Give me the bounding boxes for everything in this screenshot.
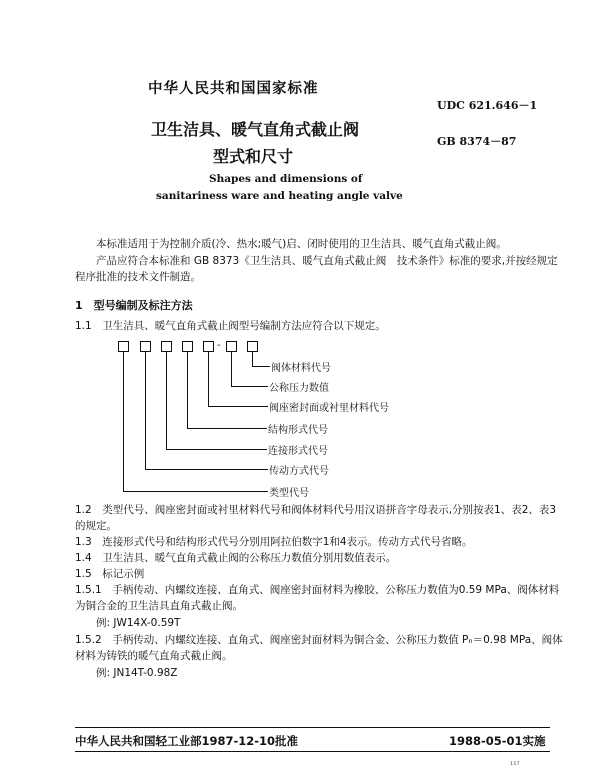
code-box-body xyxy=(247,341,258,352)
page-mark: ₁₁₇ xyxy=(510,758,520,767)
clause-1-5-1-line-2: 为铜合金的卫生洁具直角式截止阀。 xyxy=(75,600,243,612)
footer-rule-bottom xyxy=(75,751,550,752)
label-body-material: 阀体材料代号 xyxy=(271,363,331,374)
title-line-1: 卫生洁具、暖气直角式截止阀 xyxy=(151,120,360,139)
clause-1-5: 1.5 标记示例 xyxy=(75,568,145,580)
label-drive-mode: 传动方式代号 xyxy=(269,466,329,477)
code-box-seal xyxy=(203,341,214,352)
national-standard-heading: 中华人民共和国国家标准 xyxy=(148,81,319,97)
label-nominal-pressure: 公称压力数值 xyxy=(269,383,329,394)
approval-note: 中华人民共和国轻工业部1987-12-10批准 xyxy=(75,734,299,748)
code-box-pressure xyxy=(226,341,237,352)
clause-1-1: 1.1 卫生洁具、暖气直角式截止阀型号编制方法应符合以下规定。 xyxy=(75,320,386,332)
code-box-drive xyxy=(140,341,151,352)
clause-1-2-line-2: 的规定。 xyxy=(75,520,117,532)
label-type-code: 类型代号 xyxy=(269,488,309,499)
code-box-connection xyxy=(161,341,172,352)
english-title-line-1: Shapes and dimensions of xyxy=(209,173,363,185)
code-box-type xyxy=(118,341,129,352)
example-2: 例: JN14T-0.98Z xyxy=(96,667,178,679)
clause-1-4: 1.4 卫生洁具、暖气直角式截止阀的公称压力数值分别用数值表示。 xyxy=(75,552,397,564)
udc-code: UDC 621.646－1 xyxy=(437,99,538,112)
clause-1-5-2-line-1: 1.5.2 手柄传动、内螺纹连接、直角式、阀座密封面材料为铜合金、公称压力数值 Pₙ＝0.98 MPa、阀体 xyxy=(75,634,563,646)
clause-1-2-line-1: 1.2 类型代号、阀座密封面或衬里材料代号和阀体材料代号用汉语拼音字母表示,分别按表1、表2、表3 xyxy=(75,504,557,516)
code-dash: - xyxy=(217,340,221,351)
footer-rule-top xyxy=(75,727,550,728)
clause-1-3: 1.3 连接形式代号和结构形式代号分别用阿拉伯数字1和4表示。传动方式代号省略。 xyxy=(75,536,473,548)
clause-1-5-2-line-2: 材料为铸铁的暖气直角式截止阀。 xyxy=(75,650,233,662)
code-box-structure xyxy=(182,341,193,352)
label-structure-form: 结构形式代号 xyxy=(268,425,328,436)
intro-paragraph-2-line-2: 程序批准的技术文件制造。 xyxy=(75,271,201,283)
title-line-2: 型式和尺寸 xyxy=(213,147,294,166)
english-title-line-2: sanitariness ware and heating angle valve xyxy=(156,190,403,202)
implementation-date: 1988-05-01实施 xyxy=(449,734,546,748)
label-seal-material: 阀座密封面或衬里材料代号 xyxy=(269,403,389,414)
intro-paragraph-2-line-1: 产品应符合本标准和 GB 8373《卫生洁具、暖气直角式截止阀 技术条件》标准的要求,并按经规定 xyxy=(96,255,558,267)
clause-1-5-1-line-1: 1.5.1 手柄传动、内螺纹连接、直角式、阀座密封面材料为橡胶、公称压力数值为0.59 MPa、阀体材料 xyxy=(75,584,560,596)
label-connection-form: 连接形式代号 xyxy=(268,446,328,457)
example-1: 例: JW14X-0.59T xyxy=(96,617,181,629)
intro-paragraph-1: 本标准适用于为控制介质(冷、热水;暖气)启、闭时使用的卫生洁具、暖气直角式截止阀。 xyxy=(96,238,507,250)
section-1-heading: 1 型号编制及标注方法 xyxy=(75,299,193,312)
gb-number: GB 8374－87 xyxy=(437,135,517,148)
